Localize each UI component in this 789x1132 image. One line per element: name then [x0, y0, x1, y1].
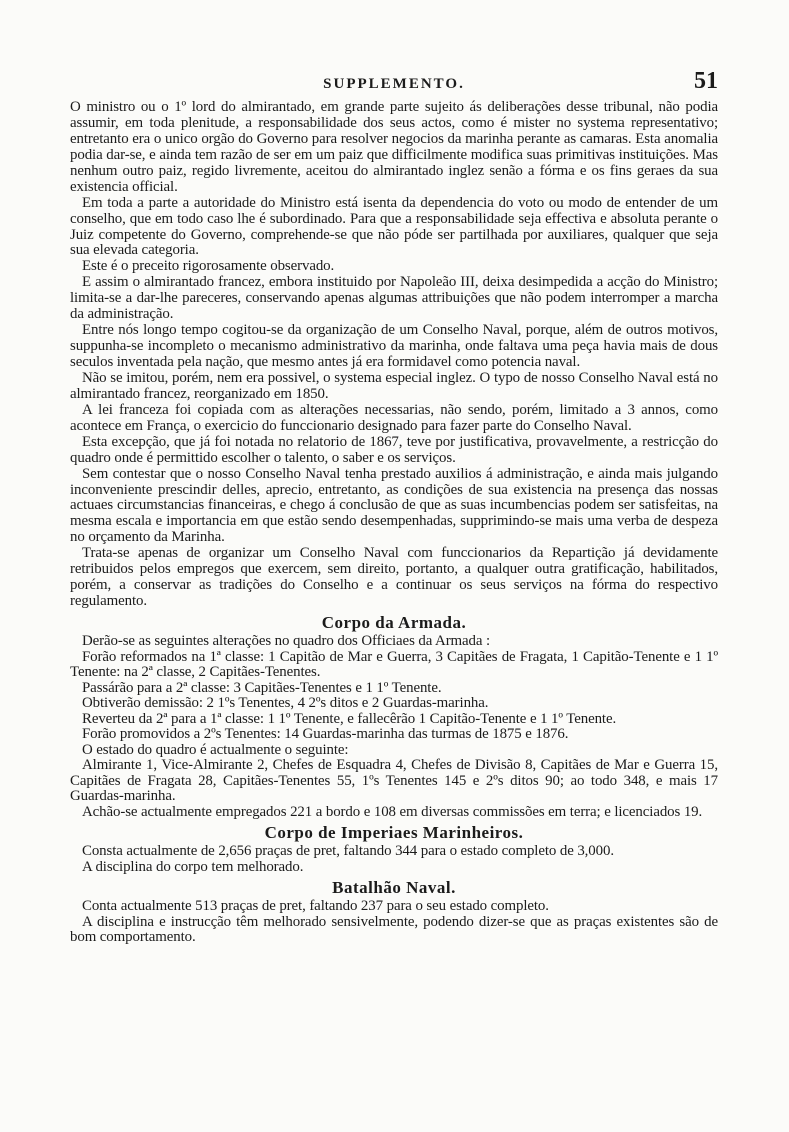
page-number: 51 — [694, 68, 718, 94]
batalhao-naval-section — [70, 878, 718, 946]
paragraph: Forão promovidos a 2ºs Tenentes: 14 Guardas-marinha das turmas de 1875 e 1876. — [82, 726, 569, 742]
paragraph: Sem contestar que o nosso Conselho Naval tenha prestado auxilios á administração, e ainda mais julgando inconveniente prescindir delles, aprecio, entretanto, as condições de sua existencia na presença das nossas actuaes circumstancias financeiras, e chego á conclusão de que as suas incumbencias podem ser satisfeitas, na mesma escala e importancia em que estão sendo desempenhadas, supprimindo-se mais uma verba de despeza no orçamento da Marinha. — [70, 465, 718, 546]
paragraph: Em toda a parte a autoridade do Ministro está isenta da dependencia do voto ou modo de entender de um conselho, que em todo caso lhe é subordinado. Para que a responsabilidade seja effectiva e absoluta perante o Juiz competente do Governo, comprehende-se que não póde ser partilhada por auxiliares, qualquer que seja sua elevada categoria. — [70, 194, 718, 259]
running-title: SUPPLEMENTO. — [323, 76, 465, 92]
paragraph: A disciplina e instrucção têm melhorado sensivelmente, podendo dizer-se que as praças existentes são de bom comportamento. — [70, 913, 718, 945]
paragraph: Obtiverão demissão: 2 1ºs Tenentes, 4 2ºs ditos e 2 Guardas-marinha. — [82, 695, 489, 711]
paragraph: Não se imitou, porém, nem era possivel, o systema especial inglez. O typo de nosso Conselho Naval está no almirantado francez, reorganizado em 1850. — [70, 369, 718, 402]
paragraph: E assim o almirantado francez, embora instituido por Napoleão III, deixa desimpedida a acção do Ministro; limita-se a dar-lhe pareceres, conservando apenas algumas attribuições que não podem interromper a marcha da administração. — [70, 274, 718, 323]
paragraph: Esta excepção, que já foi notada no relatorio de 1867, teve por justificativa, provavelmente, a restricção do quadro onde é permittido escolher o talento, o saber e os serviços. — [70, 433, 718, 466]
paragraph: O ministro ou o 1º lord do almirantado, em grande parte sujeito ás deliberações desse tribunal, não podia assumir, em toda plenitude, a responsabilidade dos seus actos, como é mister no systema representativo; entretanto era o unico orgão do Governo para resolver negocios da marinha perante as camaras. Esta anomalia podia dar-se, e ainda tem razão de ser em um paiz que difficilmente modifica suas primitivas instituições. Mas nenhum outro paiz, regido livremente, aceitou do almirantado inglez senão a fórma e os fins geraes da sua existencia official. — [70, 99, 718, 195]
paragraph: Trata-se apenas de organizar um Conselho Naval com funccionarios da Repartição já devidamente retribuidos pelos empregos que exercem, sem direito, portanto, a qualquer outra gratificação, habilitados, porém, a conservar as tradições do Conselho e a continuar os seus serviços na fórma do respectivo regulamento. — [70, 545, 718, 610]
corpo-marinheiros-section — [70, 823, 718, 875]
document-page — [70, 68, 718, 946]
paragraph: A lei franceza foi copiada com as alterações necessarias, não sendo, porém, limitado a 3 annos, como acontece em França, o exercicio do funccionario designado para fazer parte do Conselho Naval. — [70, 401, 718, 434]
paragraph: Passárão para a 2ª classe: 3 Capitães-Tenentes e 1 1º Tenente. — [82, 679, 442, 696]
corpo-armada-section — [70, 613, 718, 820]
section-heading: Batalhão Naval. — [332, 878, 456, 897]
paragraph: Este é o preceito rigorosamente observado. — [82, 258, 335, 275]
paragraph: Reverteu da 2ª para a 1ª classe: 1 1º Tenente, e fallecêrão 1 Capitão-Tenente e 1 1º Tenente. — [82, 710, 617, 727]
intro-section — [70, 100, 718, 610]
paragraph: Forão reformados na 1ª classe: 1 Capitão de Mar e Guerra, 3 Capitães de Fragata, 1 Capitão-Tenente e 1 1º Tenente: na 2ª classe, 2 Capitães-Tenentes. — [70, 648, 718, 680]
paragraph: Almirante 1, Vice-Almirante 2, Chefes de Esquadra 4, Chefes de Divisão 8, Capitães de Mar e Guerra 15, Capitães de Fragata 28, Capitães-Tenentes 55, 1ºs Tenentes 145 e 2ºs ditos 90; ao todo 348, e mais 17 Guardas-marinha. — [70, 757, 718, 804]
paragraph: O estado do quadro é actualmente o seguinte: — [82, 741, 349, 758]
paragraph: Consta actualmente de 2,656 praças de pret, faltando 344 para o estado completo de 3,000. — [82, 843, 614, 859]
paragraph: Conta actualmente 513 praças de pret, faltando 237 para o seu estado completo. — [82, 898, 549, 914]
paragraph: A disciplina do corpo tem melhorado. — [82, 858, 304, 875]
section-heading: Corpo de Imperiaes Marinheiros. — [264, 823, 524, 842]
section-heading: Corpo da Armada. — [321, 613, 467, 632]
paragraph: Entre nós longo tempo cogitou-se da organização de um Conselho Naval, porque, além de outros motivos, suppunha-se incompleto o mecanismo administrativo da marinha, onde faltava uma peça havia mais de dous seculos inventada pela nação, que mesmo antes já era formidavel como potencia naval. — [70, 322, 718, 370]
paragraph: Achão-se actualmente empregados 221 a bordo e 108 em diversas commissões em terra; e licenciados 19. — [82, 803, 703, 820]
paragraph: Derão-se as seguintes alterações no quadro dos Officiaes da Armada : — [82, 633, 491, 649]
running-header — [70, 68, 718, 100]
